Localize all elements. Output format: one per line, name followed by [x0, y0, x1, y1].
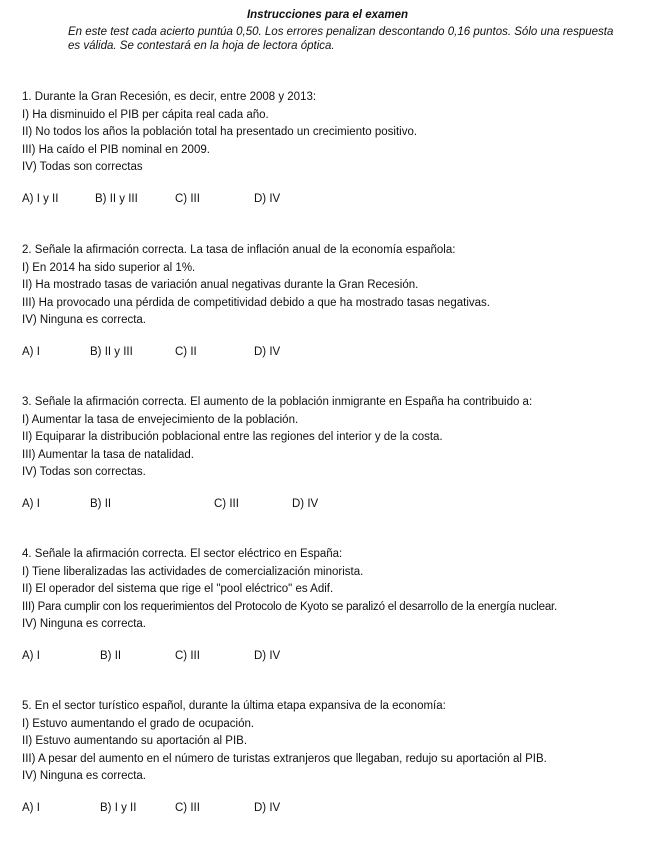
option-c[interactable]: C) II — [175, 345, 197, 358]
answer-options — [22, 648, 652, 664]
option-b[interactable]: B) I y II — [100, 801, 137, 814]
statement-iv: IV) Ninguna es correcta. — [22, 314, 147, 326]
statement-ii: II) No todos los años la población total ha presentado un crecimiento positivo. — [22, 126, 418, 138]
statement-iv: IV) Todas son correctas. — [22, 466, 146, 478]
option-a[interactable]: A) I — [22, 801, 40, 814]
question-5 — [22, 698, 652, 816]
option-a[interactable]: A) I y II — [22, 192, 59, 205]
question-2 — [22, 242, 652, 360]
option-d[interactable]: D) IV — [254, 345, 281, 358]
question-4 — [22, 546, 652, 664]
answer-options — [22, 191, 652, 207]
statement-iii: III) A pesar del aumento en el número de turistas extranjeros que llegaban, redujo su aportación al PIB. — [22, 752, 547, 765]
option-c[interactable]: C) III — [214, 497, 239, 510]
statement-ii: II) Ha mostrado tasas de variación anual negativas durante la Gran Recesión. — [22, 279, 419, 291]
option-b[interactable]: B) II — [100, 649, 122, 662]
statement-ii: II) Estuvo aumentando su aportación al PIB. — [22, 735, 248, 747]
option-d[interactable]: D) IV — [254, 801, 281, 814]
exam-instructions-title: Instrucciones para el examen — [246, 9, 409, 21]
option-d[interactable]: D) IV — [254, 649, 281, 662]
statement-i: I) Aumentar la tasa de envejecimiento de la población. — [22, 413, 299, 426]
statement-iii: III) Ha caído el PIB nominal en 2009. — [22, 143, 210, 156]
option-a[interactable]: A) I — [22, 497, 40, 510]
statement-i: I) Ha disminuido el PIB per cápita real cada año. — [22, 108, 269, 121]
question-stem: 4. Señale la afirmación correcta. El sector eléctrico en España: — [22, 548, 343, 560]
statement-ii: II) El operador del sistema que rige el "pool eléctrico" es Adif. — [22, 583, 334, 595]
question-stem: 1. Durante la Gran Recesión, es decir, entre 2008 y 2013: — [22, 91, 317, 103]
option-b[interactable]: B) II — [90, 497, 112, 510]
statement-i: I) En 2014 ha sido superior al 1%. — [22, 261, 196, 274]
question-3 — [22, 394, 652, 512]
option-a[interactable]: A) I — [22, 649, 40, 662]
statement-i: I) Tiene liberalizadas las actividades de comercialización minorista. — [22, 565, 364, 578]
option-c[interactable]: C) III — [175, 801, 200, 814]
exam-instructions-text: En este test cada acierto puntúa 0,50. Los errores penalizan descontando 0,16 puntos. Sólo una respuesta es válida. Se contestará en la hoja de lectora óptica. — [68, 26, 614, 52]
question-stem: 2. Señale la afirmación correcta. La tasa de inflación anual de la economía española: — [22, 244, 456, 256]
answer-options — [22, 496, 652, 512]
statement-iii: III) Ha provocado una pérdida de competitividad debido a que ha mostrado tasas negativas. — [22, 296, 490, 309]
statement-iii: III) Aumentar la tasa de natalidad. — [22, 448, 194, 461]
statement-iv: IV) Todas son correctas — [22, 161, 143, 173]
statement-ii: II) Equiparar la distribución poblacional entre las regiones del interior y de la costa. — [22, 431, 443, 443]
option-c[interactable]: C) III — [175, 649, 200, 662]
question-1 — [22, 89, 652, 207]
option-c[interactable]: C) III — [175, 192, 200, 205]
option-d[interactable]: D) IV — [254, 192, 281, 205]
statement-iii: III) Para cumplir con los requerimientos del Protocolo de Kyoto se paralizó el desarrollo de la energía nuclear. — [22, 600, 558, 613]
option-b[interactable]: B) II y III — [90, 345, 133, 358]
statement-i: I) Estuvo aumentando el grado de ocupación. — [22, 717, 255, 730]
option-a[interactable]: A) I — [22, 345, 40, 358]
answer-options — [22, 800, 652, 816]
option-b[interactable]: B) II y III — [95, 192, 138, 205]
option-d[interactable]: D) IV — [292, 497, 319, 510]
answer-options — [22, 344, 652, 360]
question-stem: 3. Señale la afirmación correcta. El aumento de la población inmigrante en España ha contribuido a: — [22, 396, 533, 408]
statement-iv: IV) Ninguna es correcta. — [22, 618, 147, 630]
statement-iv: IV) Ninguna es correcta. — [22, 770, 147, 782]
question-stem: 5. En el sector turístico español, durante la última etapa expansiva de la economía: — [22, 700, 446, 712]
